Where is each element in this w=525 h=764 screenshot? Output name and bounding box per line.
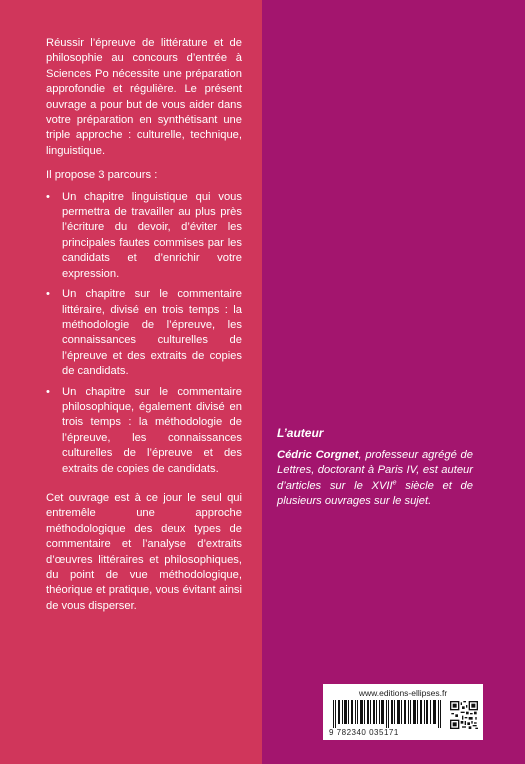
author-bio-text-end: siècle et de plusieurs ouvrages sur le sujet. [277,479,473,508]
list-item [46,190,242,282]
parcours-list [46,190,242,477]
isbn-digits: 9 782340 035171 [329,728,399,737]
author-name: Cédric Corgnet [277,449,359,461]
intro-paragraph: Réussir l’épreuve de littérature et de philosophie au concours d’entrée à Sciences Po nécessite une préparation approfondie et régulière. Le présent ouvrage a pour but de vous aider dans votre préparation en synthétisant une triple approche : culturelle, technique, linguistique. [46,37,242,157]
author-heading: L’auteur [277,426,324,440]
barcode-icon [333,700,445,728]
right-panel [262,0,525,764]
list-item-text: Un chapitre sur le commentaire littéraire, divisé en trois temps : la méthodologie de l’épreuve, les connaissances culturelles de l’épreuve et des extraits de copies de candidats. [62,288,242,378]
author-bio [277,448,473,510]
bullet-icon: • [46,190,50,203]
barcode-box [323,684,483,740]
conclusion-paragraph: Cet ouvrage est à ce jour le seul qui entremêle une approche méthodologique des deux types de commentaire et l’analyse d’extraits d’œuvres littéraires et philosophiques, du point de vue méthodologique, théorique et pratique, vous évitant ainsi de vous disperser. [46,491,242,612]
back-cover-text [46,36,242,614]
publisher-website: www.editions-ellipses.fr [358,688,448,698]
bullet-icon: • [46,385,50,398]
bullet-icon: • [46,288,50,301]
author-bio-text: , professeur agrégé de Lettres, doctorant à Paris IV, est auteur d’articles sur le XVII [277,449,473,492]
list-item-text: Un chapitre sur le commentaire philosophique, également divisé en trois temps : la méthodologie de l’épreuve, les connaissances culturelles de l’épreuve et des extraits de copies de candidats. [62,385,242,475]
parcours-heading: Il propose 3 parcours : [46,169,158,182]
author-section [277,426,473,510]
list-item [46,287,242,379]
author-bio-superscript: e [392,479,397,487]
list-item-text: Un chapitre linguistique qui vous permettra de travailler au plus près l’écriture du devoir, d’éviter les principales fautes commises par les candidats et d’enrichir votre expression. [62,190,242,280]
qr-code-icon [450,701,478,729]
list-item [46,385,242,477]
